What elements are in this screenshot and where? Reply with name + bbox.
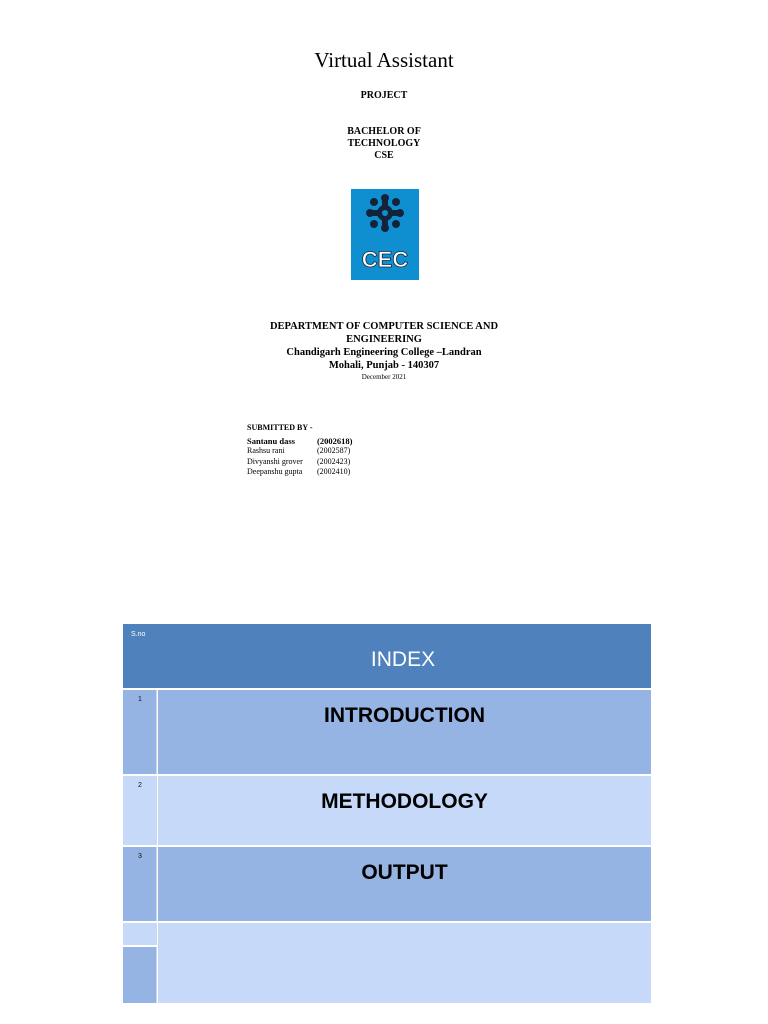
sno-header: S.no (131, 631, 146, 638)
index-header (123, 624, 651, 688)
table-row-number: 2 (123, 776, 157, 845)
submitted-heading: SUBMITTED BY - (247, 423, 313, 432)
member-name: Deepanshu gupta (247, 467, 303, 476)
table-row-number-empty (123, 947, 157, 1003)
project-label: PROJECT (360, 90, 408, 101)
degree-line: CSE (374, 150, 394, 161)
member-name: Rashsu rani (247, 446, 285, 455)
index-title: INDEX (370, 648, 436, 671)
member-name: Divyanshi grover (247, 456, 303, 466)
table-row-number-empty (123, 923, 157, 945)
degree-block (0, 126, 768, 162)
logo-text: CEC (361, 247, 409, 272)
department-block (0, 320, 768, 383)
submission-date: December 2021 (361, 373, 407, 381)
degree-line: BACHELOR OF (347, 126, 421, 137)
member-row (247, 436, 352, 447)
member-id: (2002423) (317, 456, 351, 466)
table-row-title: OUTPUT (158, 847, 651, 921)
document-title: Virtual Assistant (314, 48, 454, 72)
member-name: Santanu dass (247, 435, 295, 446)
college-address: Mohali, Punjab - 140307 (328, 360, 440, 371)
college-name: Chandigarh Engineering College –Landran (286, 347, 482, 358)
submitted-by-block (247, 423, 352, 478)
table-row-empty (158, 923, 651, 1003)
member-row (247, 457, 352, 468)
college-logo (351, 189, 419, 280)
member-row (247, 446, 352, 457)
department-line: DEPARTMENT OF COMPUTER SCIENCE AND (269, 321, 499, 332)
department-line: ENGINEERING (346, 334, 422, 345)
member-row (247, 467, 352, 478)
table-row-title: METHODOLOGY (158, 776, 651, 845)
member-id: (2002587) (317, 446, 351, 455)
table-row-number: 1 (123, 690, 157, 774)
table-row-number: 3 (123, 847, 157, 921)
index-table (123, 624, 651, 1003)
table-row-title: INTRODUCTION (158, 690, 651, 774)
degree-line: TECHNOLOGY (347, 138, 421, 149)
member-id: (2002410) (317, 467, 351, 476)
gear-cluster-icon (351, 189, 419, 280)
member-id: (2002618) (317, 435, 353, 446)
